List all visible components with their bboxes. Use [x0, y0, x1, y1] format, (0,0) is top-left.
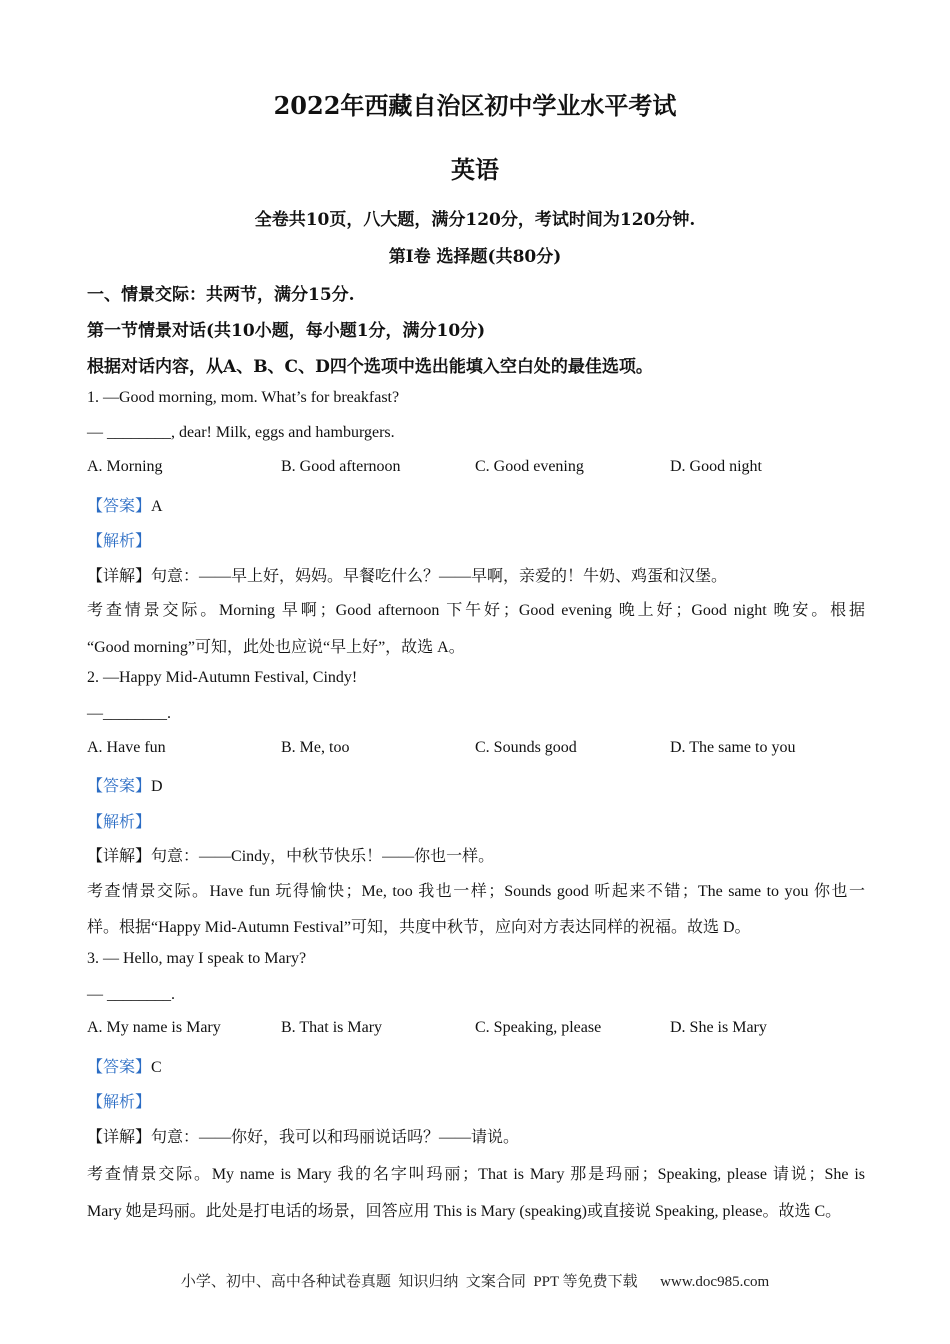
- option-c: C. Speaking, please: [475, 1019, 602, 1036]
- question-2-answer: [87, 773, 163, 796]
- answer-tag: 【答案】: [87, 778, 152, 795]
- detail-text: 句意：——你好，我可以和玛丽说话吗？——请说。: [151, 1129, 520, 1146]
- question-1-analysis: [87, 528, 151, 551]
- answer-tag: 【答案】: [87, 1059, 152, 1076]
- option-b: B. Me, too: [281, 739, 350, 756]
- answer-value: A: [151, 498, 163, 515]
- answer-value: C: [151, 1059, 162, 1076]
- question-3-reply: — ________.: [87, 986, 175, 1003]
- question-2-detail: [87, 843, 494, 866]
- detail-text: 句意：——早上好，妈妈。早餐吃什么？——早啊，亲爱的！牛奶、鸡蛋和汉堡。: [151, 568, 728, 585]
- option-d: D. The same to you: [670, 739, 796, 756]
- question-2-explanation-line-2: 样。根据“Happy Mid-Autumn Festival”可知，共度中秋节，应向对方表达同样的祝福。故选 D。: [87, 919, 751, 936]
- question-2-analysis: [87, 809, 151, 832]
- detail-tag: 【详解】: [87, 1129, 152, 1146]
- question-3-analysis: [87, 1089, 151, 1112]
- option-c: C. Sounds good: [475, 739, 577, 756]
- detail-tag: 【详解】: [87, 568, 152, 585]
- volume-heading: 第Ⅰ卷 选择题(共80分): [388, 247, 562, 267]
- section-subheading: 第一节情景对话(共10小题，每小题1分，满分10分): [87, 321, 486, 341]
- option-a: A. Morning: [87, 458, 163, 475]
- question-3-options: [87, 1019, 867, 1041]
- page-footer: 小学、初中、高中各种试卷真题 知识归纳 文案合同 PPT 等免费下载 www.doc985.com: [180, 1274, 770, 1290]
- answer-tag: 【答案】: [87, 498, 152, 515]
- question-1-answer: [87, 493, 163, 516]
- question-1-detail: [87, 563, 727, 586]
- question-2-reply: —________.: [87, 705, 171, 722]
- question-3-prompt: 3. — Hello, may I speak to Mary?: [87, 950, 307, 967]
- subject-title: 英语: [451, 155, 499, 184]
- question-1-reply: — ________, dear! Milk, eggs and hamburgers.: [87, 424, 395, 441]
- option-b: B. Good afternoon: [281, 458, 401, 475]
- question-3-detail: [87, 1124, 519, 1147]
- option-c: C. Good evening: [475, 458, 584, 475]
- option-a: A. My name is Mary: [87, 1019, 221, 1036]
- exam-title: 2022年西藏自治区初中学业水平考试: [273, 91, 677, 120]
- question-2-prompt: 2. —Happy Mid-Autumn Festival, Cindy!: [87, 669, 358, 686]
- analysis-tag: 【解析】: [87, 814, 152, 831]
- question-1-prompt: 1. —Good morning, mom. What’s for breakfast?: [87, 389, 400, 406]
- option-d: D. She is Mary: [670, 1019, 767, 1036]
- option-b: B. That is Mary: [281, 1019, 383, 1036]
- question-3-explanation-line-2: Mary 她是玛丽。此处是打电话的场景，回答应用 This is Mary (speaking)或直接说 Speaking, please。故选 C。: [87, 1203, 842, 1220]
- answer-value: D: [151, 778, 163, 795]
- question-1-explanation-line-2: “Good morning”可知，此处也应说“早上好”，故选 A。: [87, 639, 465, 656]
- question-2-explanation-line-1: 考查情景交际。Have fun 玩得愉快；Me, too 我也一样；Sounds good 听起来不错；The same to you 你也一: [87, 883, 865, 900]
- question-3-answer: [87, 1054, 162, 1077]
- question-1-options: [87, 458, 867, 480]
- question-1-explanation-line-1: 考查情景交际。Morning 早啊；Good afternoon 下午好；Good evening 晚上好；Good night 晚安。根据: [87, 602, 865, 619]
- detail-text: 句意：——Cindy，中秋节快乐！——你也一样。: [151, 848, 495, 865]
- question-2-options: [87, 739, 867, 761]
- section-heading: 一、情景交际：共两节，满分15分.: [87, 285, 355, 305]
- option-d: D. Good night: [670, 458, 762, 475]
- question-3-explanation-line-1: 考查情景交际。My name is Mary 我的名字叫玛丽；That is Mary 那是玛丽；Speaking, please 请说；She is: [87, 1166, 865, 1183]
- analysis-tag: 【解析】: [87, 533, 152, 550]
- option-a: A. Have fun: [87, 739, 166, 756]
- analysis-tag: 【解析】: [87, 1094, 152, 1111]
- detail-tag: 【详解】: [87, 848, 152, 865]
- section-instruction: 根据对话内容，从A、B、C、D四个选项中选出能填入空白处的最佳选项。: [87, 357, 653, 377]
- exam-info: 全卷共10页，八大题，满分120分，考试时间为120分钟.: [254, 210, 696, 230]
